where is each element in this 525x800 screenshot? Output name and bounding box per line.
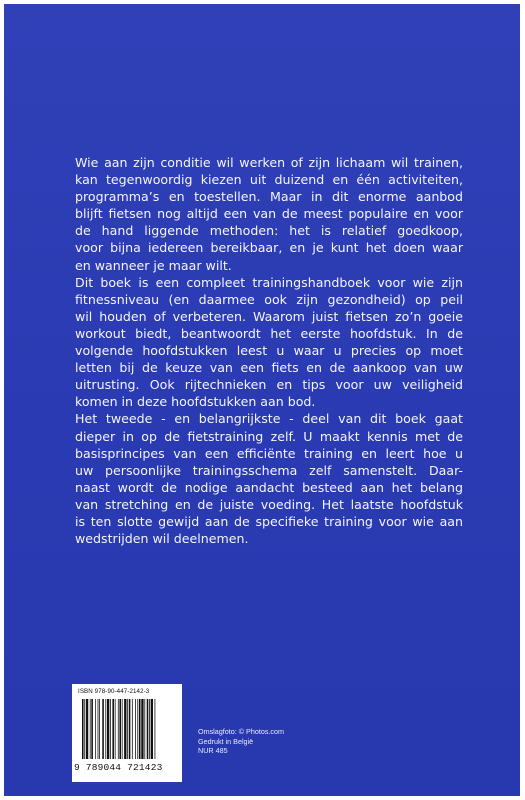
blurb-paragraph-3 (75, 410, 463, 547)
text-line: naast wordt de nodige aandacht besteed aan het belang (75, 479, 463, 495)
text-line: letten bij de keuze van een fiets en de aankoop van uw (75, 360, 463, 376)
text-line: komen in deze hoofdstukken aan bod. (75, 394, 316, 410)
text-line: uw persoonlijke trainingsschema zelf samenstelt. Daar- (75, 462, 463, 478)
back-cover (4, 4, 520, 796)
text-line: programma’s en toestellen. Maar in dit enorme aanbod (75, 189, 463, 205)
barcode-bars (82, 699, 174, 759)
text-line: blijft fietsen nog altijd een van de meest populaire en voor (75, 206, 463, 222)
text-line: Het tweede - en belangrijkste - deel van dit boek gaat (75, 411, 463, 427)
text-line: workout biedt, beantwoordt het eerste hoofdstuk. In de (75, 325, 463, 341)
text-line: wil houden of verbeteren. Waarom juist fietsen zo’n goeie (75, 308, 463, 324)
text-line: Wie aan zijn conditie wil werken of zijn lichaam wil trainen, (75, 155, 463, 170)
printed-in: Gedrukt in België (198, 736, 254, 746)
blurb-text (75, 154, 463, 547)
text-line: is ten slotte gewijd aan de specifieke training voor wie aan (75, 513, 463, 529)
text-line: Dit boek is een compleet trainingshandboek voor wie zijn (75, 274, 463, 290)
blurb-paragraph-1 (75, 154, 463, 274)
text-line: fitnessniveau (en daarmee ook zijn gezondheid) op peil (75, 291, 463, 307)
photo-credit: Omslagfoto: © Photos.com (198, 727, 284, 736)
text-line: dieper in op de fietstraining zelf. U maakt kennis met de (75, 428, 463, 444)
text-line: basisprincipes van een efficiënte training en leert hoe u (75, 445, 463, 461)
blurb-paragraph-2 (75, 274, 463, 411)
text-line: voor bijna iedereen bereikbaar, en je kunt het doen waar (75, 240, 463, 256)
text-line: van stretching en de juiste voeding. Het laatste hoofdstuk (75, 496, 463, 512)
text-line: en wanneer je maar wilt. (75, 257, 232, 273)
text-line: volgende hoofdstukken leest u waar u precies op moet (75, 343, 463, 359)
text-line: wedstrijden wil deelnemen. (75, 531, 249, 547)
text-line: kan tegenwoordig kiezen uit duizend en één activiteiten, (75, 172, 463, 188)
barcode-digits: 9 789044 721423 (74, 762, 163, 773)
barcode-label (72, 684, 182, 782)
nur-code: NUR 485 (198, 746, 228, 756)
text-line: de hand liggende methoden: het is relatief goedkoop, (75, 223, 463, 239)
text-line: uitrusting. Ook rijtechnieken en tips voor uw veiligheid (75, 377, 463, 393)
credits (198, 727, 284, 756)
isbn-number: ISBN 978-90-447-2142-3 (78, 688, 150, 695)
